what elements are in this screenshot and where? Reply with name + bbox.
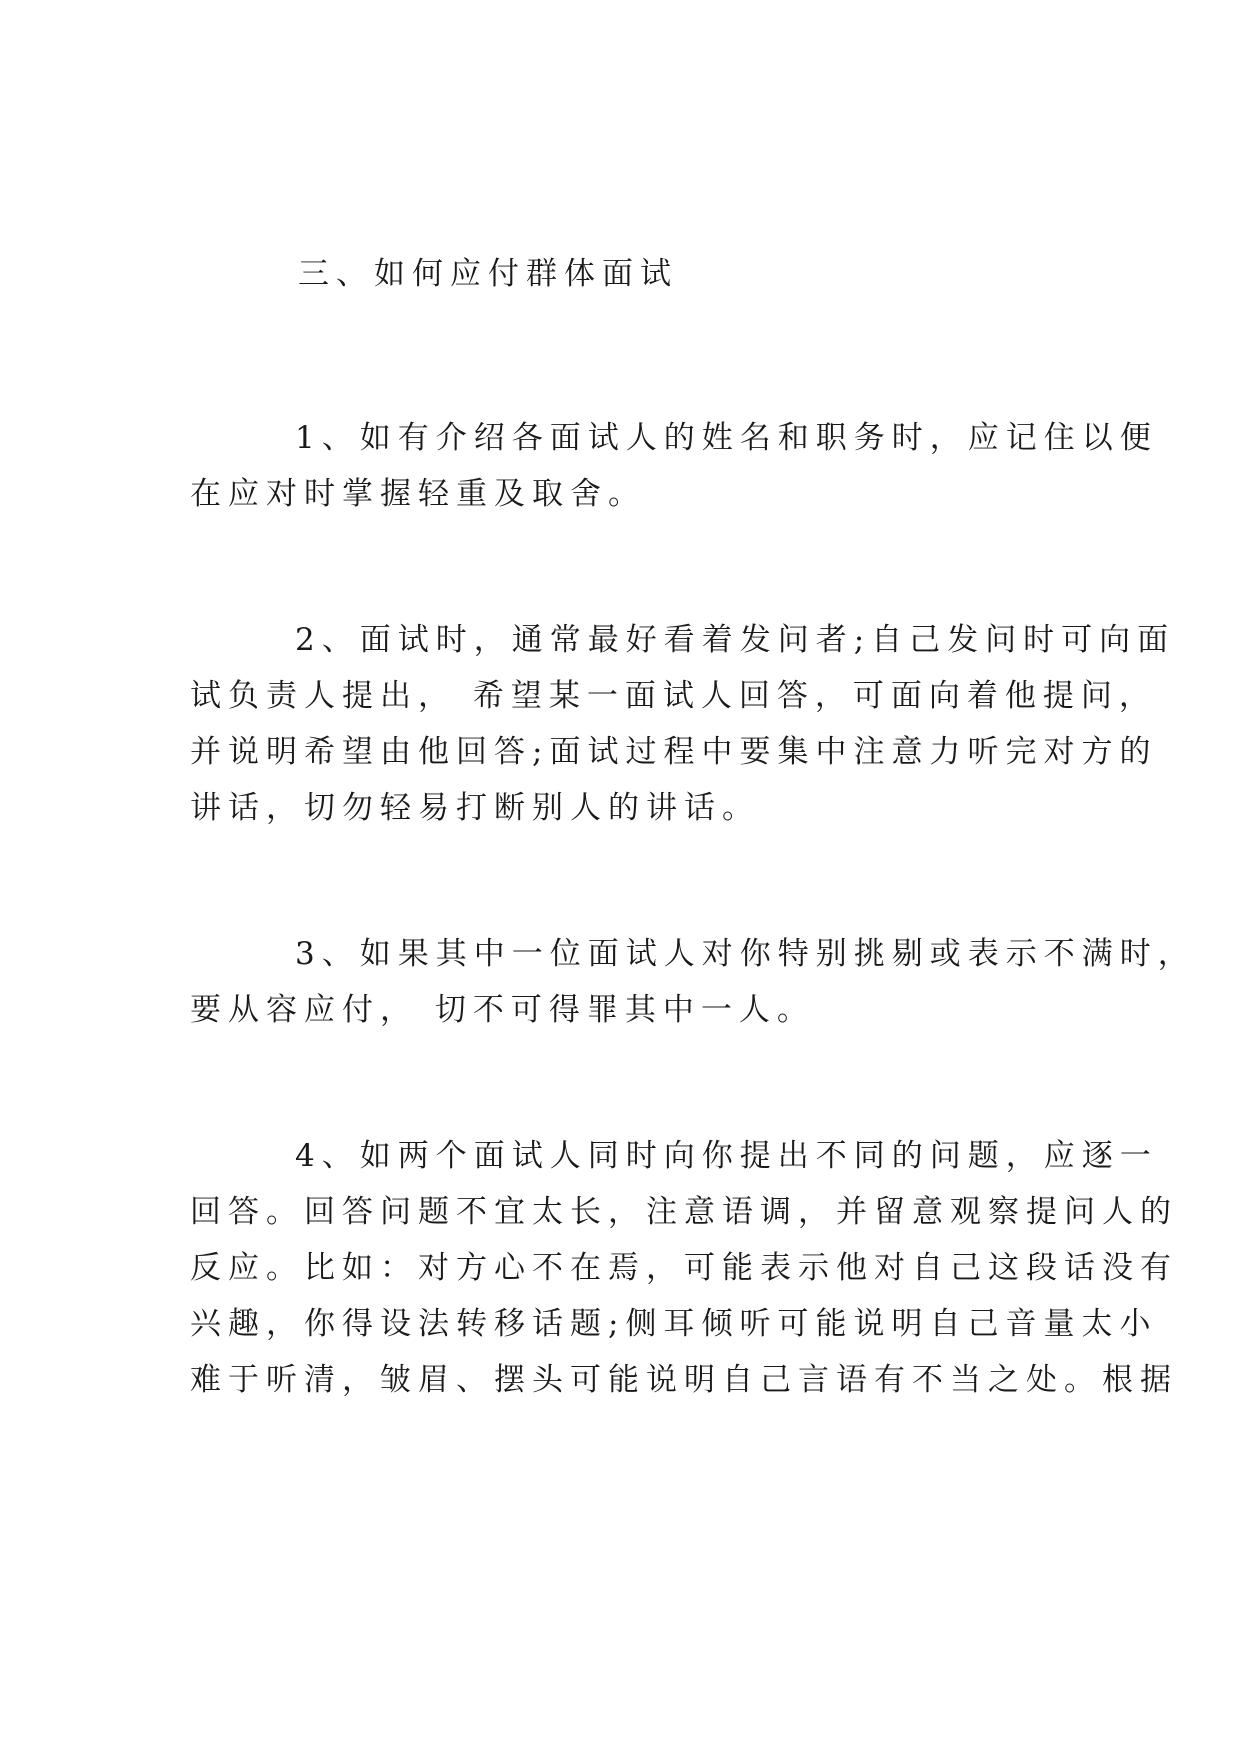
paragraph-line: 在应对时掌握轻重及取舍。 — [190, 476, 646, 512]
paragraph-line: 4、如两个面试人同时向你提出不同的问题，应逐一 — [295, 1138, 1158, 1174]
paragraph-line: 并说明希望由他回答;面试过程中要集中注意力听完对方的 — [190, 734, 1158, 770]
paragraph-line: 回答。回答问题不宜太长，注意语调，并留意观察提问人的 — [190, 1194, 1178, 1230]
paragraph-line: 2、面试时，通常最好看着发问者;自己发问时可向面 — [295, 622, 1176, 658]
paragraph-line: 讲话，切勿轻易打断别人的讲话。 — [190, 790, 760, 826]
section-heading: 三、如何应付群体面试 — [298, 256, 678, 292]
paragraph-line: 3、如果其中一位面试人对你特别挑剔或表示不满时， — [295, 936, 1196, 972]
paragraph-line: 要从容应付， 切不可得罪其中一人。 — [190, 992, 815, 1028]
paragraph-line: 难于听清，皱眉、摆头可能说明自己言语有不当之处。根据 — [190, 1362, 1178, 1398]
paragraph-line: 兴趣，你得设法转移话题;侧耳倾听可能说明自己音量太小 — [190, 1306, 1158, 1342]
paragraph-line: 试负责人提出， 希望某一面试人回答，可面向着他提问， — [190, 678, 1157, 714]
paragraph-line: 反应。比如：对方心不在焉，可能表示他对自己这段话没有 — [190, 1250, 1178, 1286]
paragraph-line: 1、如有介绍各面试人的姓名和职务时，应记住以便 — [295, 420, 1158, 456]
